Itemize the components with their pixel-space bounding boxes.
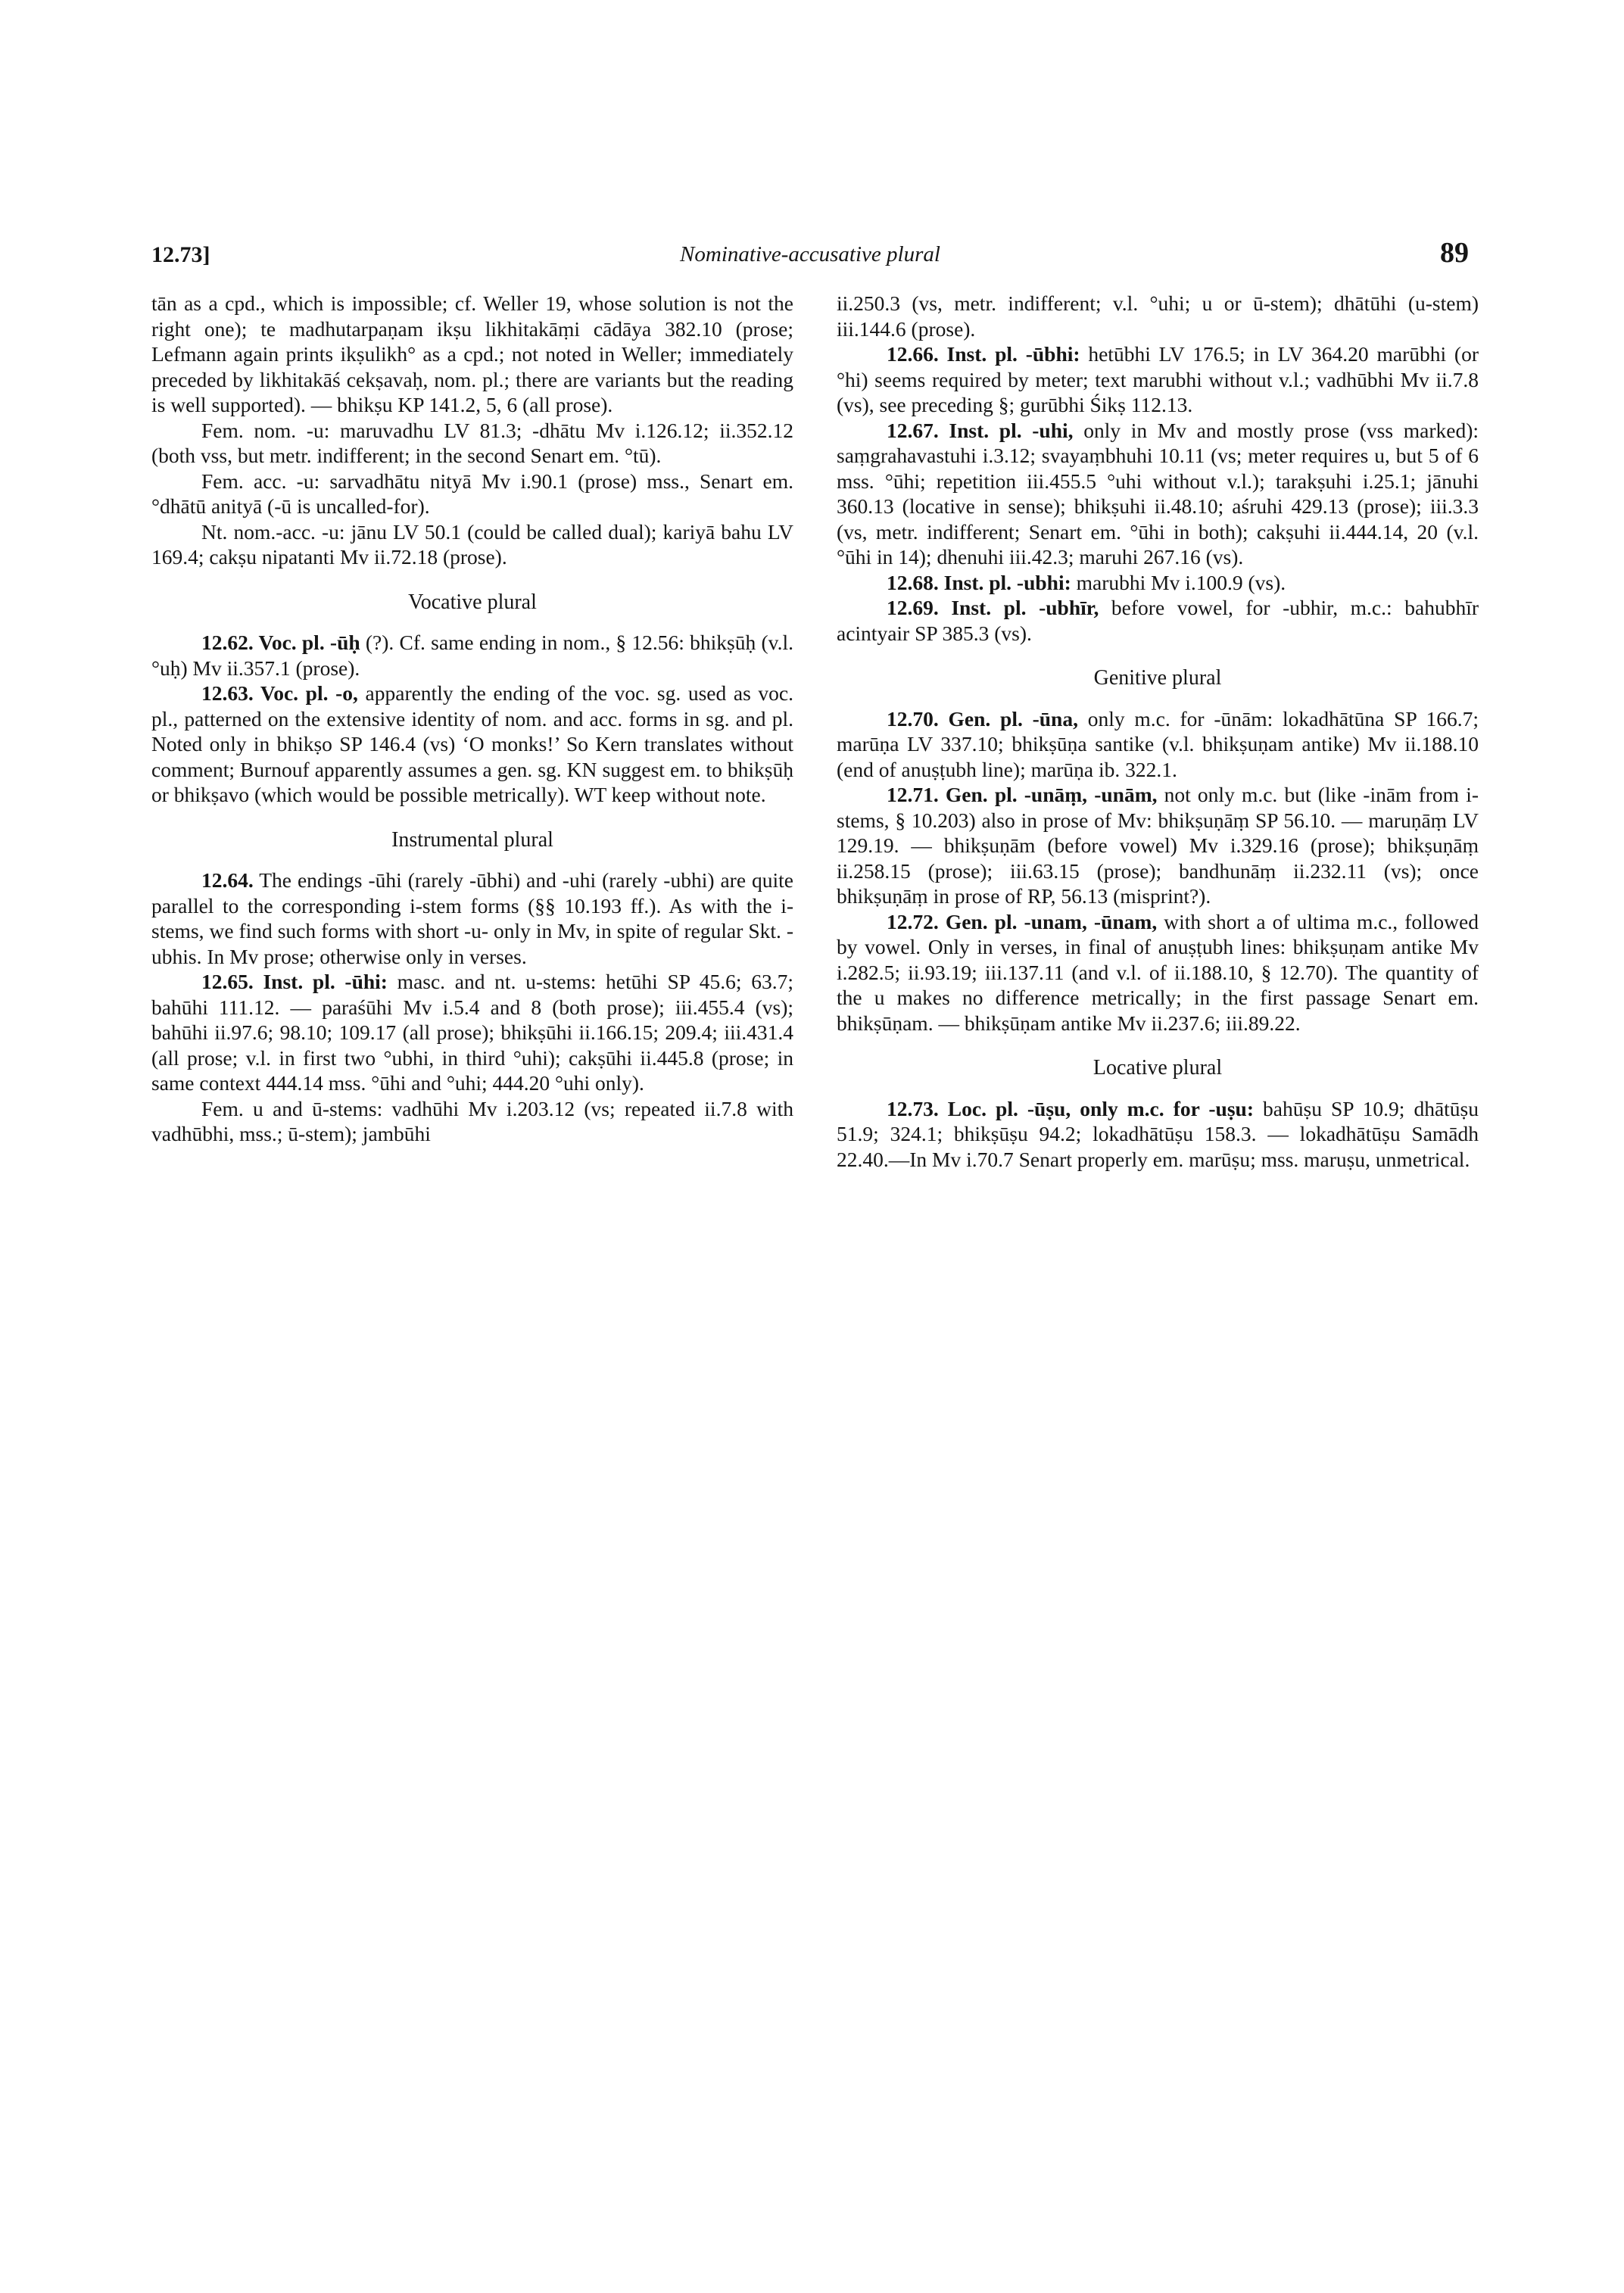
running-title: Nominative-accusative plural — [680, 242, 940, 266]
paragraph-number: 12.63. Voc. pl. -o, — [201, 681, 358, 705]
paragraph-number: 12.67. Inst. pl. -uhi, — [887, 418, 1074, 442]
numbered-paragraph — [837, 706, 1479, 783]
paragraph-number: 12.72. Gen. pl. -unam, -ūnam, — [887, 909, 1158, 933]
paragraph-text: The endings -ūhi (rarely -ūbhi) and -uhi (rarely -ubhi) are quite parallel to the corresponding i-stem forms (§§ 10.193 ff.). As with the i-stems, we find such forms with short -u- only in Mv, in spite of regular Skt. -ubhis. In Mv prose; otherwise only in verses. — [151, 868, 793, 968]
right-column — [837, 291, 1479, 1172]
page-header — [151, 236, 1469, 282]
numbered-paragraph — [837, 570, 1479, 596]
paragraph-text: with short a of ultima m.c., followed by vowel. Only in verses, in final of anuṣṭubh lines: bhikṣuṇam antike Mv i.282.5; ii.93.19; iii.137.11 (and v.l. of ii.188.10, § 12.70). The quantity of the u makes no difference metrically; in the first passage Senart em. bhikṣūṇam. — bhikṣūṇam antike Mv ii.237.6; iii.89.22. — [837, 909, 1479, 1035]
section-heading: Instrumental plural — [391, 827, 553, 852]
paragraph-text: masc. and nt. u-stems: hetūhi SP 45.6; 63.7; bahūhi 111.12. — paraśūhi Mv i.5.4 and 8 (both prose); iii.455.4 (vs); bahūhi ii.97.6; 98.10; 109.17 (all prose); bhikṣūhi ii.166.15; 209.4; iii.431.4 (all prose; v.l. in first two °ubhi, in third °uhi); cakṣūhi ii.445.8 (prose; in same context 444.14 mss. °ūhi and °uhi; 444.20 °uhi only). — [151, 970, 794, 1095]
paragraph-number: 12.73. Loc. pl. -ūṣu, only m.c. for -uṣu: — [887, 1096, 1254, 1120]
numbered-paragraph — [837, 418, 1479, 570]
numbered-paragraph — [837, 782, 1479, 909]
numbered-paragraph — [837, 341, 1479, 418]
paragraph-text: (?). Cf. same ending in nom., § 12.56: bhikṣūḥ (v.l. °uḥ) Mv ii.357.1 (prose). — [151, 631, 793, 680]
left-column — [151, 291, 793, 1147]
paragraph-number: 12.70. Gen. pl. -ūna, — [887, 706, 1078, 731]
paragraph — [151, 1096, 793, 1147]
paragraph-number: 12.65. Inst. pl. -ūhi: — [201, 970, 388, 993]
paragraph-text: ii.250.3 (vs, metr. indifferent; v.l. °uhi; u or ū-stem); dhātūhi (u-stem) iii.144.6 (prose). — [837, 291, 1479, 341]
paragraph — [151, 469, 793, 519]
paragraph-text: before vowel, for -ubhir, m.c.: bahubhīr acintyair SP 385.3 (vs). — [837, 596, 1479, 645]
paragraph-text: bahūṣu SP 10.9; dhātūṣu 51.9; 324.1; bhikṣūṣu 94.2; lokadhātūṣu 158.3. — lokadhātūṣu Samādh 22.40.—In Mv i.70.7 Senart properly em. marūṣu; mss. maruṣu, unmetrical. — [837, 1096, 1479, 1171]
paragraph-number: 12.71. Gen. pl. -unāṃ, -unām, — [887, 783, 1158, 806]
paragraph-text: tān as a cpd., which is impossible; cf. Weller 19, whose solution is not the right one); te madhutarpaṇam ikṣu likhitakāṃi cādāya 382.10 (prose; Lefmann again prints ikṣulikh° as a cpd.; not noted in Weller; immediately preceded by likhitakāś cekṣavaḥ, nom. pl.; there are variants but the reading is well supported). — bhikṣu KP 141.2, 5, 6 (all prose). — [151, 291, 793, 416]
paragraph-text: Fem. acc. -u: sarvadhātu nityā Mv i.90.1 (prose) mss., Senart em. °dhātū anityā (-ū is uncalled-for). — [151, 469, 793, 518]
numbered-paragraph — [151, 868, 793, 969]
page-number: 89 — [1440, 237, 1469, 269]
paragraph-text: Fem. u and ū-stems: vadhūhi Mv i.203.12 (vs; repeated ii.7.8 with vadhūbhi, mss.; ū-stem); jambūhi — [151, 1096, 793, 1145]
numbered-paragraph — [151, 681, 793, 808]
paragraph-text: Nt. nom.-acc. -u: jānu LV 50.1 (could be called dual); kariyā bahu LV 169.4; cakṣu nipatanti Mv ii.72.18 (prose). — [151, 519, 793, 569]
paragraph — [837, 291, 1479, 341]
numbered-paragraph — [151, 969, 793, 1096]
numbered-paragraph — [837, 1096, 1479, 1173]
paragraph-text: only m.c. for -ūnām: lokadhātūna SP 166.7; marūṇa LV 337.10; bhikṣūṇa santike (v.l. bhikṣuṇam antike) Mv ii.188.10 (end of anuṣṭubh line); marūṇa ib. 322.1. — [837, 706, 1479, 781]
section-heading: Locative plural — [1093, 1056, 1223, 1080]
paragraph-text: only in Mv and mostly prose (vss marked): saṃgrahavastuhi i.3.12; svayaṃbhuhi 10.11 (vs; meter requires u, but 5 of 6 mss. °ūhi; repetition iii.455.5 °uhi without v.l.); tarakṣuhi i.25.1; jānuhi 360.13 (locative in sense); bhikṣuhi ii.48.10; aśruhi 429.13 (prose); iii.3.3 (vs, metr. indifferent; Senart em. °ūhi in both); cakṣuhi ii.444.14, 20 (v.l. °ūhi in 14); dhenuhi iii.42.3; maruhi 267.16 (vs). — [837, 418, 1479, 569]
paragraph — [151, 418, 793, 469]
numbered-paragraph — [837, 909, 1479, 1036]
paragraph-text: marubhi Mv i.100.9 (vs). — [1071, 570, 1286, 594]
paragraph-text: hetūbhi LV 176.5; in LV 364.20 marūbhi (or °hi) seems required by meter; text marubhi without v.l.; vadhūbhi Mv ii.7.8 (vs), see preceding §; gurūbhi Śikṣ 112.13. — [837, 342, 1479, 416]
section-heading: Vocative plural — [408, 590, 537, 614]
paragraph-number: 12.68. Inst. pl. -ubhi: — [887, 570, 1071, 594]
section-heading: Genitive plural — [1093, 666, 1222, 690]
paragraph-number: 12.69. Inst. pl. -ubhīr, — [887, 596, 1099, 619]
paragraph-text: Fem. nom. -u: maruvadhu LV 81.3; -dhātu Mv i.126.12; ii.352.12 (both vss, but metr. indifferent; in the second Senart em. °tū). — [151, 418, 793, 467]
numbered-paragraph — [837, 595, 1479, 646]
paragraph-text: not only m.c. but (like -inām from i-stems, § 10.203) also in prose of Mv: bhikṣuṇāṃ SP 56.10. — maruṇāṃ LV 129.19. — bhikṣuṇām (before vowel) Mv i.329.16 (prose); bhikṣuṇāṃ ii.258.15 (prose); iii.63.15 (prose); bandhunāṃ ii.232.11 (vs); once bhikṣuṇāṃ in prose of RP, 56.13 (misprint?). — [837, 783, 1479, 908]
paragraph — [151, 519, 793, 570]
section-reference: 12.73] — [151, 242, 210, 267]
paragraph-number: 12.62. Voc. pl. -ūḥ — [201, 631, 360, 654]
paragraph-text: apparently the ending of the voc. sg. used as voc. pl., patterned on the extensive identity of nom. and acc. forms in sg. and pl. Noted only in bhikṣo SP 146.4 (vs) ‘O monks!’ So Kern translates without comment; Burnouf apparently assumes a gen. sg. KN suggest em. to bhikṣūḥ or bhikṣavo (which would be possible metrically). WT keep without note. — [151, 681, 793, 806]
paragraph-number: 12.64. — [201, 868, 254, 892]
paragraph-number: 12.66. Inst. pl. -ūbhi: — [887, 342, 1080, 366]
numbered-paragraph — [151, 630, 793, 681]
paragraph — [151, 291, 793, 418]
